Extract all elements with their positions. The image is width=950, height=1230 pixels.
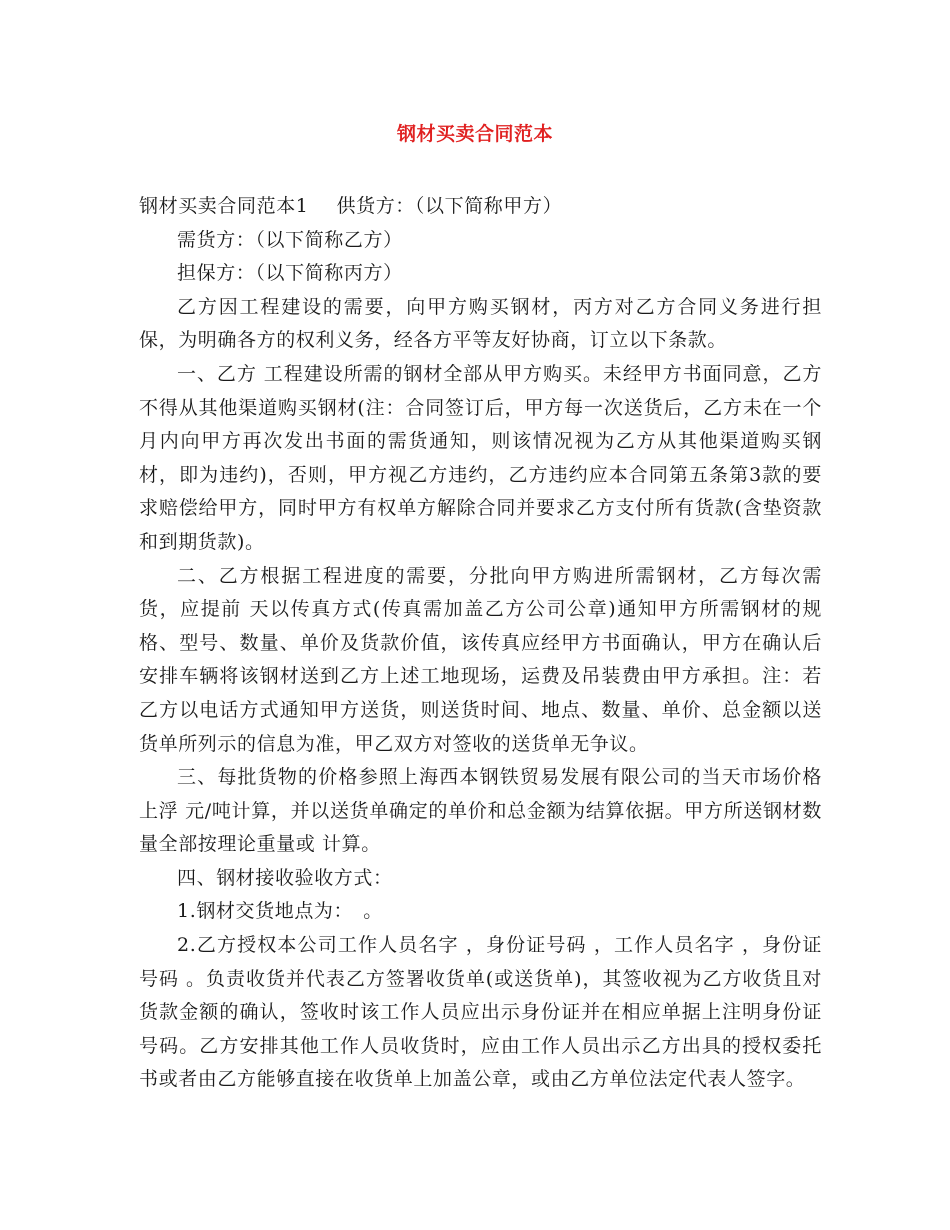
clause-1-paragraph: 一、乙方 工程建设所需的钢材全部从甲方购买。未经甲方书面同意，乙方不得从其他渠道购买钢材(注：合同签订后，甲方每一次送货后，乙方未在一个月内向甲方再次发出书面的需货通知，则该情况视为乙方从其他渠道购买钢材，即为违约)，否则，甲方视乙方违约，乙方违约应本合同第五条第3款的要求赔偿给甲方，同时甲方有权单方解除合同并要求乙方支付所有货款(含垫资款和到期货款)。 (139, 362, 822, 553)
clause-4-heading: 四、钢材接收验收方式： (177, 866, 393, 889)
page-title: 钢材买卖合同范本 (396, 123, 553, 145)
buyer-party: 需货方：（以下简称乙方） (177, 228, 403, 251)
clause-2-paragraph: 二、乙方根据工程进度的需要，分批向甲方购进所需钢材，乙方每次需货，应提前 天以传真方式(传真需加盖乙方公司公章)通知甲方所需钢材的规格、型号、数量、单价及货款价值，该传真应经甲方书面确认，甲方在确认后安排车辆将该钢材送到乙方上述工地现场，运费及吊装费由甲方承担。注：若乙方以电话方式通知甲方送货，则送货时间、地点、数量、单价、总金额以送货单所列示的信息为准，甲乙双方对签收的送货单无争议。 (139, 564, 822, 755)
preamble-paragraph: 乙方因工程建设的需要，向甲方购买钢材，丙方对乙方合同义务进行担保，为明确各方的权利义务，经各方平等友好协商，订立以下条款。 (139, 295, 822, 352)
guarantor-party: 担保方：（以下简称丙方） (177, 262, 403, 285)
document-body (139, 190, 822, 1097)
clause-3-paragraph: 三、每批货物的价格参照上海西本钢铁贸易发展有限公司的当天市场价格上浮 元/吨计算，并以送货单确定的单价和总金额为结算依据。甲方所送钢材数量全部按理论重量或 计算。 (139, 766, 822, 856)
intro-line (139, 190, 822, 224)
clause-4-item-1: 1.钢材交货地点为： 。 (177, 900, 383, 923)
intro-heading: 钢材买卖合同范本1 (139, 195, 309, 217)
supplier-party: 供货方：（以下简称甲方） (336, 195, 563, 217)
clause-4-item-2: 2.乙方授权本公司工作人员名字 ，身份证号码 ，工作人员名字 ，身份证号码 。负责收货并代表乙方签署收货单(或送货单)，其签收视为乙方收货且对货款金额的确认，签收时该工作人员应出示身份证并在相应单据上注明身份证号码。乙方安排其他工作人员收货时，应由工作人员出示乙方出具的授权委托书或者由乙方能够直接在收货单上加盖公章，或由乙方单位法定代表人签字。 (139, 934, 822, 1091)
